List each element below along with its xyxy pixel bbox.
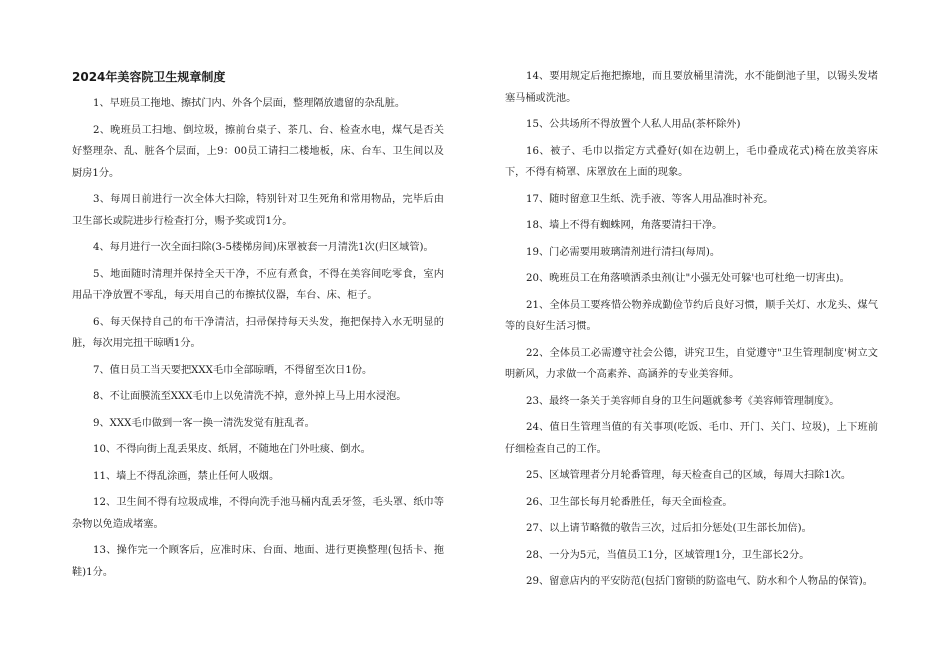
document-title: 2024年美容院卫生规章制度: [72, 70, 226, 84]
left-paragraphs: [72, 93, 444, 583]
rule-paragraph: 5、地面随时清理并保持全天干净，不应有煮食，不得在美容间吃零食，室内用品干净放置不零乱，每天用自己的布擦拭仪器，车台、床、柜子。: [72, 268, 444, 301]
rule-paragraph: 19、门必需要用玻璃清剂进行清扫(每周)。: [526, 246, 721, 258]
rule-paragraph: 24、值日生管理当值的有关事项(吃饭、毛巾、开门、关门、垃圾)，上下班前仔细检查自己的工作。: [505, 422, 878, 455]
left-column: [72, 66, 444, 588]
rule-paragraph: 4、每月进行一次全面扫除(3-5楼梯房间)床罩被套一月清洗1次(归区域管)。: [93, 242, 434, 253]
rule-paragraph: 22、全体员工必需遵守社会公德，讲究卫生，自觉遵守"卫生管理制度'树立文明新风，力求做一个高素养、高涵养的专业美容师。: [505, 347, 878, 380]
rule-paragraph: 13、操作完一个顾客后，应准时床、台面、地面、进行更换整理(包括卡、拖鞋)1分。: [72, 545, 444, 578]
rule-paragraph: 14、要用规定后拖把擦地，而且要放桶里清洗，水不能倒池子里，以锡头发堵塞马桶或洗池。: [505, 71, 878, 104]
rule-paragraph: 11、墙上不得乱涂画，禁止任何人吸烟。: [93, 470, 280, 482]
rule-paragraph: 29、留意店内的平安防范(包括门窗锁的防盗电气、防水和个人物品的保管)。: [526, 576, 873, 587]
right-paragraphs: [505, 66, 878, 593]
rule-paragraph: 21、全体员工要疼惜公物养成勤俭节约后良好习惯，顺手关灯、水龙头、煤气等的良好生活习惯。: [505, 299, 878, 332]
rule-paragraph: 23、最终一条关于美容师自身的卫生问题就参考《美容师管理制度》。: [526, 395, 840, 407]
rule-paragraph: 27、以上请节略微的敬告三次，过后扣分惩处(卫生部长加倍)。: [526, 523, 812, 534]
rule-paragraph: 7、值日员工当天要把XXX毛巾全部晾晒，不得留至次日1份。: [93, 364, 373, 376]
rule-paragraph: 25、区域管理者分月轮番管理，每天检查自己的区域，每周大扫除1次。: [526, 470, 852, 481]
rule-paragraph: 3、每周日前进行一次全体大扫除，特别针对卫生死角和常用物品，完毕后由卫生部长或院进步行检查打分，赐予奖或罚1分。: [72, 194, 444, 227]
rule-paragraph: 18、墙上不得有蜘蛛网，角落要清扫干净。: [526, 220, 723, 231]
rule-paragraph: 26、卫生部长每月轮番胜任，每天全面检查。: [526, 496, 733, 508]
rule-paragraph: 2、晚班员工扫地、倒垃圾，擦前台桌子、茶几、台、检查水电，煤气是否关好整理杂、乱、脏各个层面，上9：00员工请扫二楼地板，床、台车、卫生间以及厨房1分。: [72, 124, 444, 179]
rule-paragraph: 20、晚班员工在角落喷洒杀虫剂(让"小强无处可躲'也可杜绝一切害虫)。: [526, 273, 850, 284]
rule-paragraph: 16、被子、毛巾以指定方式叠好(如在边朝上，毛巾叠成花式)椅在放美容床下，不得有椅罩、床罩放在上面的现象。: [505, 145, 878, 178]
rule-paragraph: 8、不让面膜流至XXX毛巾上以免清洗不掉，意外掉上马上用水浸泡。: [93, 391, 407, 402]
rule-paragraph: 1、早班员工拖地、擦拭门内、外各个层面，整理隔放遗留的杂乱脏。: [93, 98, 406, 109]
rule-paragraph: 9、XXX毛巾做到一客一换一清洗发觉有脏乱者。: [93, 417, 315, 429]
rule-paragraph: 28、一分为5元，当值员工1分，区域管理1分，卫生部长2分。: [526, 549, 810, 561]
rule-paragraph: 12、卫生间不得有垃圾成堆，不得向洗手池马桶内乱丢牙签，毛头罩、纸巾等杂物以免造成堵塞。: [72, 497, 444, 530]
rule-paragraph: 10、不得向街上乱丢果皮、纸屑，不随地在门外吐痰、倒水。: [93, 444, 371, 455]
right-column: [505, 66, 878, 598]
rule-paragraph: 6、每天保持自己的布干净清洁，扫帚保持每天头发，拖把保持入水无明显的脏，每次用完扭干晾晒1分。: [72, 316, 444, 349]
rule-paragraph: 17、随时留意卫生纸、洗手液、等客人用品准时补充。: [526, 193, 774, 205]
rule-paragraph: 15、公共场所不得放置个人私人用品(茶杯除外): [526, 119, 741, 130]
